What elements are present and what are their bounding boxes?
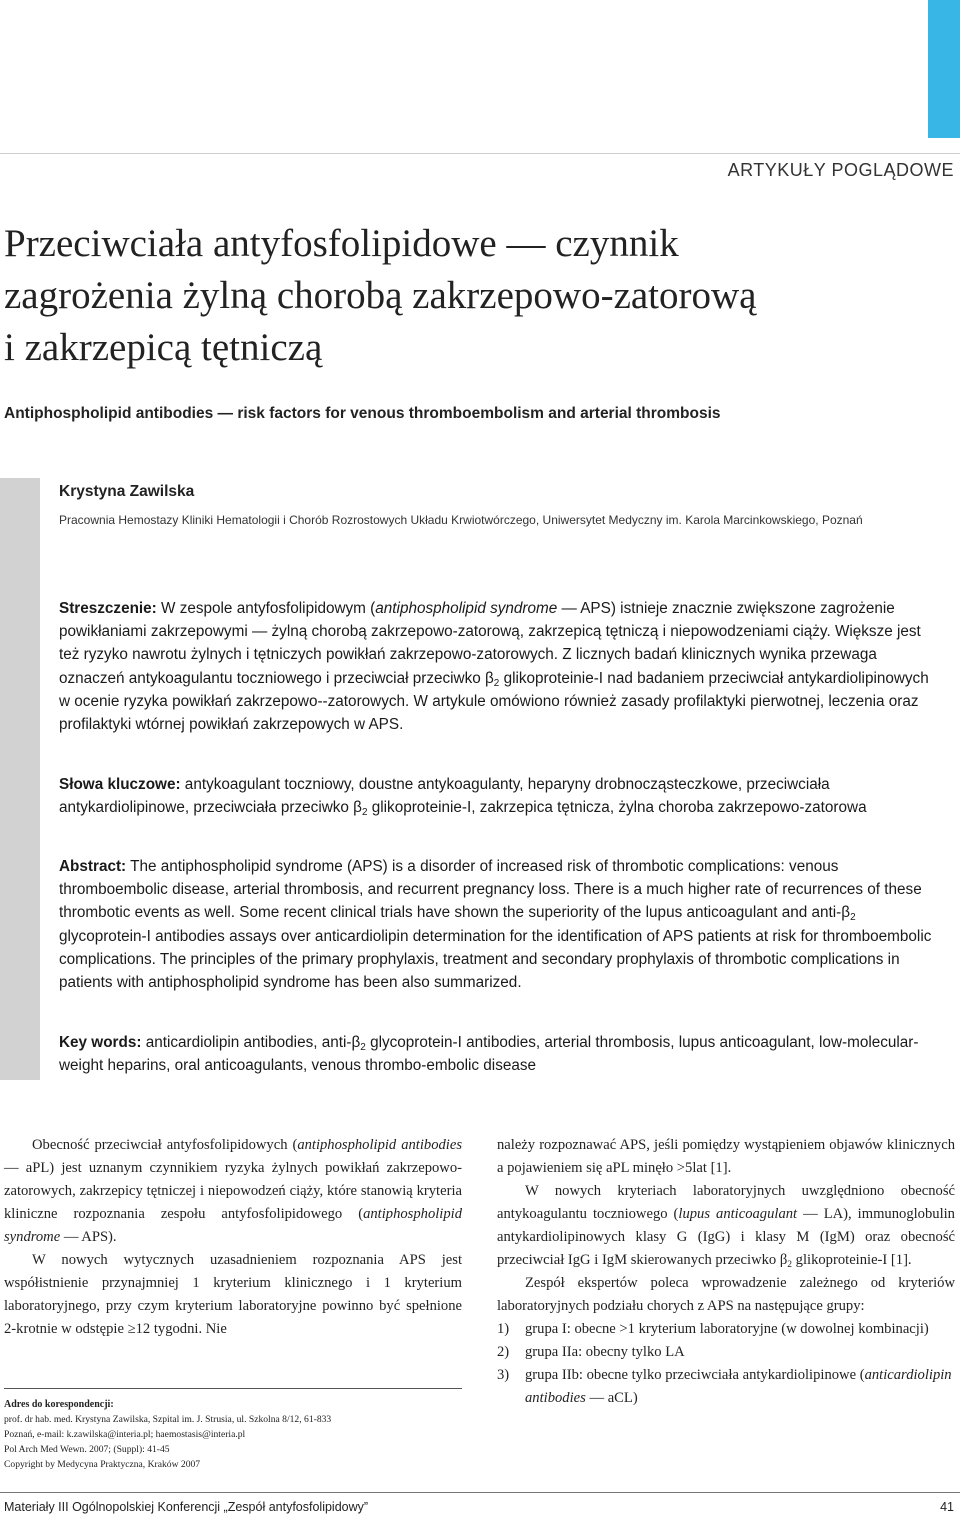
title-line: i zakrzepicą tętniczą: [4, 326, 323, 369]
correspondence-heading: Adres do korespondencji:: [4, 1399, 114, 1410]
correspondence-block: [4, 1397, 474, 1472]
summary-label: Streszczenie:: [59, 600, 157, 617]
author-name: Krystyna Zawilska: [59, 483, 195, 500]
footer-divider: [0, 1492, 960, 1493]
top-divider: [0, 153, 960, 154]
correspondence-line: Pol Arch Med Wewn. 2007; (Suppl): 41-45: [4, 1444, 170, 1455]
footer-journal-info: Materiały III Ogólnopolskiej Konferencji „Zespół antyfosfolipidowy”: [4, 1500, 369, 1514]
correspondence-line: prof. dr hab. med. Krystyna Zawilska, Szpital im. J. Strusia, ul. Szkolna 8/12, 61-833: [4, 1414, 332, 1425]
keywords-polish: Słowa kluczowe: antykoagulant toczniowy, doustne antykoagulanty, heparyny drobnocząsteczkowe, przeciwciała antykardiolipinowe, przeciwciała przeciwko $\beta_2$ glikoproteinie-I, zakrzepica tętnicza, żylna choroba zakrzepowo-zatorowa: [59, 776, 867, 819]
summary-polish: Streszczenie: W zespole antyfosfolipidowym (antiphospholipid syndrome — APS) istnieje znacznie zwiększone zagrożenie powikłaniami zakrzepowymi — żylną chorobą zakrzepowo-zatorową, zakrzepicą tętniczą i niepowodzeniami ciąży. Większe jest też ryzyko nawrotu żylnych i tętniczych powikłań zakrzepowo-zatorowych. Z licznych badań klinicznych wynika przewaga oznaczeń antykoagulantu toczniowego i przeciwciał przeciwko $\beta_2$ glikoproteinie-I nad badaniem przeciwciał antykardiolipinowych w ocenie ryzyka powikłań zakrzepowo--zatorowych. W artykule omówiono również zasady profilaktyki pierwotnej, leczenia oraz profilaktyki wtórnej powikłań zakrzepowych w APS.: [59, 600, 929, 734]
body-column-right: [497, 1134, 955, 1410]
article-title: [4, 218, 904, 374]
body-paragraph: Zespół ekspertów poleca wprowadzenie zależnego od kryteriów laboratoryjnych podziału chorych z APS na następujące grupy:: [497, 1275, 955, 1314]
correspondence-line: Copyright by Medycyna Praktyczna, Kraków 2007: [4, 1459, 201, 1470]
article-subtitle: Antiphospholipid antibodies — risk factors for venous thromboembolism and arterial thrombosis: [4, 405, 721, 422]
author-affiliation: Pracownia Hemostazy Kliniki Hematologii i Chorób Rozrostowych Układu Krwiotwórczego, Uniwersytet Medyczny im. Karola Marcinkowskiego, Poznań: [59, 513, 863, 527]
abstract-english: Abstract: The antiphospholipid syndrome (APS) is a disorder of increased risk of thrombotic complications: venous thromboembolic disease, arterial thrombosis, and recurrent pregnancy loss. There is a much higher rate of recurrences of these thrombotic events as well. Some recent clinical trials have shown the superiority of the lupus anticoagulant and anti-$\beta_2$ glycoprotein-I antibodies assays over anticardiolipin determination for the identification of APS patients at risk for thromboembolic complications. The principles of the primary prophylaxis, treatment and secondary prophylaxis of thrombotic complications in patients with antiphospholipid syndrome has been also summarized.: [59, 858, 932, 992]
section-label: ARTYKUŁY POGLĄDOWE: [727, 160, 954, 180]
body-paragraph: należy rozpoznawać APS, jeśli pomiędzy wystąpieniem objawów klinicznych a pojawieniem się aPL minęło >5lat [1].: [497, 1137, 955, 1176]
abstract-side-bar: [0, 478, 40, 1080]
body-paragraph: W nowych wytycznych uzasadnieniem rozpoznania APS jest współistnienie przynajmniej 1 kryterium klinicznego i 1 kryterium laboratoryjnego, przy czym kryterium laboratoryjne powinno być spełnione 2-krotnie w odstępie ≥12 tygodni. Nie: [4, 1252, 462, 1337]
correspondence-divider: [4, 1388, 462, 1389]
keywords-en-label: Key words:: [59, 1034, 142, 1051]
keywords-english: Key words: anticardiolipin antibodies, anti-$\beta_2$ glycoprotein-I antibodies, arterial thrombosis, lupus anticoagulant, low-molecular-weight heparins, oral anticoagulants, venous thrombo-embolic disease: [59, 1034, 919, 1075]
correspondence-line: Poznań, e-mail: k.zawilska@interia.pl; haemostasis@interia.pl: [4, 1429, 246, 1440]
page-number: 41: [940, 1500, 954, 1514]
list-item: 2) grupa IIa: obecny tylko LA: [497, 1344, 685, 1360]
list-item: 1) grupa I: obecne >1 kryterium laboratoryjne (w dowolnej kombinacji): [497, 1321, 929, 1337]
group-list: [497, 1318, 955, 1410]
body-paragraph: W nowych kryteriach laboratoryjnych uwzględniono obecność antykoagulantu toczniowego (lupus anticoagulant — LA), immunoglobulin antykardiolipinowych klasy G (IgG) i klasy M (IgM) oraz obecność przeciwciał IgG i IgM skierowanych przeciwko $\beta_2$ glikoproteinie-I [1].: [497, 1183, 955, 1270]
abstract-label: Abstract:: [59, 858, 127, 875]
body-paragraph: Obecność przeciwciał antyfosfolipidowych (antiphospholipid antibodies — aPL) jest uznanym czynnikiem ryzyka żylnych powikłań zakrzepowo-zatorowych, zakrzepicy tętniczej i niepowodzeń ciąży, które stanowią kryteria kliniczne rozpoznania zespołu antyfosfolipidowego (antiphospholipid syndrome — APS).: [4, 1137, 462, 1245]
body-column-left: [4, 1134, 462, 1341]
list-item: 3) grupa IIb: obecne tylko przeciwciała antykardiolipinowe (anticardiolipin antibodies — aCL): [497, 1367, 952, 1406]
title-line: Przeciwciała antyfosfolipidowe — czynnik: [4, 222, 679, 265]
keywords-label: Słowa kluczowe:: [59, 776, 181, 793]
corner-color-tab: [928, 0, 960, 138]
title-line: zagrożenia żylną chorobą zakrzepowo-zatorową: [4, 274, 757, 317]
